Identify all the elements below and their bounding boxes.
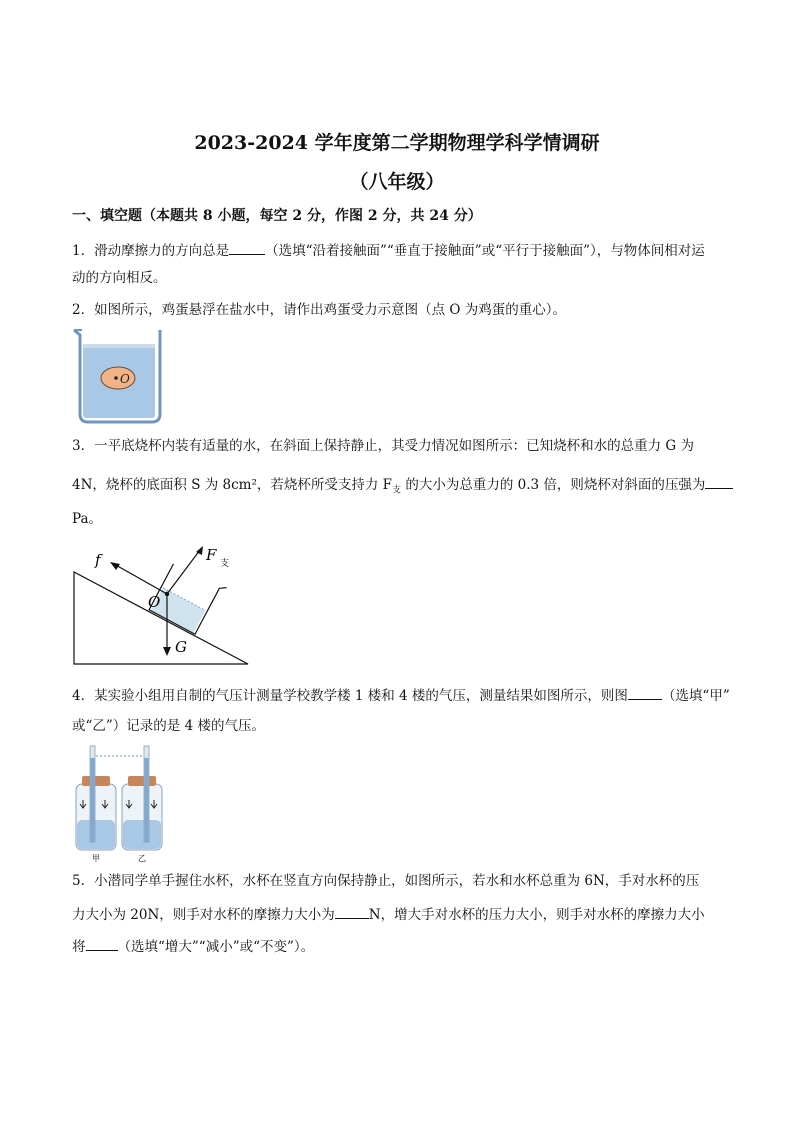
question-3-subscript: 支 [392, 485, 402, 496]
answer-blank[interactable] [86, 936, 118, 951]
label-jia: 甲 [92, 854, 100, 863]
question-5-line-2 [72, 904, 705, 924]
question-5-text-c: 将 [72, 939, 86, 955]
question-4-text-a: 4．某实验小组用自制的气压计测量学校教学楼 1 楼和 4 楼的气压，测量结果如图所示，则图 [72, 688, 628, 704]
answer-blank[interactable] [705, 474, 733, 489]
section-heading: 一、填空题（本题共 8 小题，每空 2 分，作图 2 分，共 24 分） [72, 208, 482, 224]
page-subtitle: （八年级） [349, 171, 445, 193]
label-O: O [148, 593, 161, 611]
incline [74, 572, 248, 664]
center-of-gravity-point [114, 376, 118, 380]
friction-arrow [114, 564, 167, 594]
question-1-line-2: 动的方向相反。 [72, 270, 167, 286]
question-5-text-d: （选填“增大”“减小”或“不变”）。 [117, 939, 315, 955]
label-F-sub: 支 [220, 559, 230, 569]
question-3-line-1: 3．一平底烧杯内装有适量的水，在斜面上保持静止，其受力情况如图所示：已知烧杯和水的总重力 G 为 [72, 438, 694, 454]
question-1-line-1 [72, 240, 705, 260]
question-3-line-2 [72, 474, 733, 500]
question-1-text-a: 1．滑动摩擦力的方向总是 [72, 243, 230, 259]
bottle-cap [82, 776, 110, 786]
beaker-egg-figure [72, 326, 164, 426]
incline-beaker-figure [72, 542, 252, 668]
question-4-line-2: 或“乙”）记录的是 4 楼的气压。 [72, 718, 265, 734]
label-F: F [206, 546, 217, 564]
bottle-jia [76, 746, 116, 850]
label-f: f [95, 551, 101, 569]
question-1-text-b: （选填“沿着接触面”“垂直于接触面”或“平行于接触面”），与物体间相对运 [265, 243, 705, 259]
answer-blank[interactable] [335, 904, 369, 919]
question-4-text-b: （选填“甲” [661, 688, 730, 704]
question-5-text-b: N，增大手对水杯的压力大小，则手对水杯的摩擦力大小 [368, 907, 705, 923]
question-3-text-a: 4N，烧杯的底面积 S 为 8cm²，若烧杯所受支持力 F [72, 477, 393, 493]
answer-blank[interactable] [628, 685, 662, 700]
label-yi: 乙 [138, 854, 146, 863]
bottle-yi [122, 746, 162, 850]
support-force-arrow [167, 550, 200, 594]
barometer-figure [72, 742, 172, 864]
label-G: G [175, 638, 187, 656]
question-4-line-1 [72, 685, 730, 705]
tilted-beaker [149, 560, 227, 637]
point-o-label: O [120, 372, 130, 386]
question-3-line-3: Pa。 [72, 511, 103, 527]
question-3-text-b: 的大小为总重力的 0.3 倍，则烧杯对斜面的压强为 [401, 477, 706, 493]
answer-blank[interactable] [229, 240, 265, 255]
egg [101, 367, 135, 389]
question-5-line-1: 5．小潜同学单手握住水杯，水杯在竖直方向保持静止，如图所示，若水和水杯总重为 6N，手对水杯的压 [72, 873, 700, 889]
question-5-line-3 [72, 936, 314, 956]
question-2-line-1: 2．如图所示，鸡蛋悬浮在盐水中，请作出鸡蛋受力示意图（点 O 为鸡蛋的重心）。 [72, 302, 566, 318]
bottle-cap [128, 776, 156, 786]
page-title: 2023-2024 学年度第二学期物理学科学情调研 [194, 132, 600, 154]
question-5-text-a: 力大小为 20N，则手对水杯的摩擦力大小为 [72, 907, 335, 923]
